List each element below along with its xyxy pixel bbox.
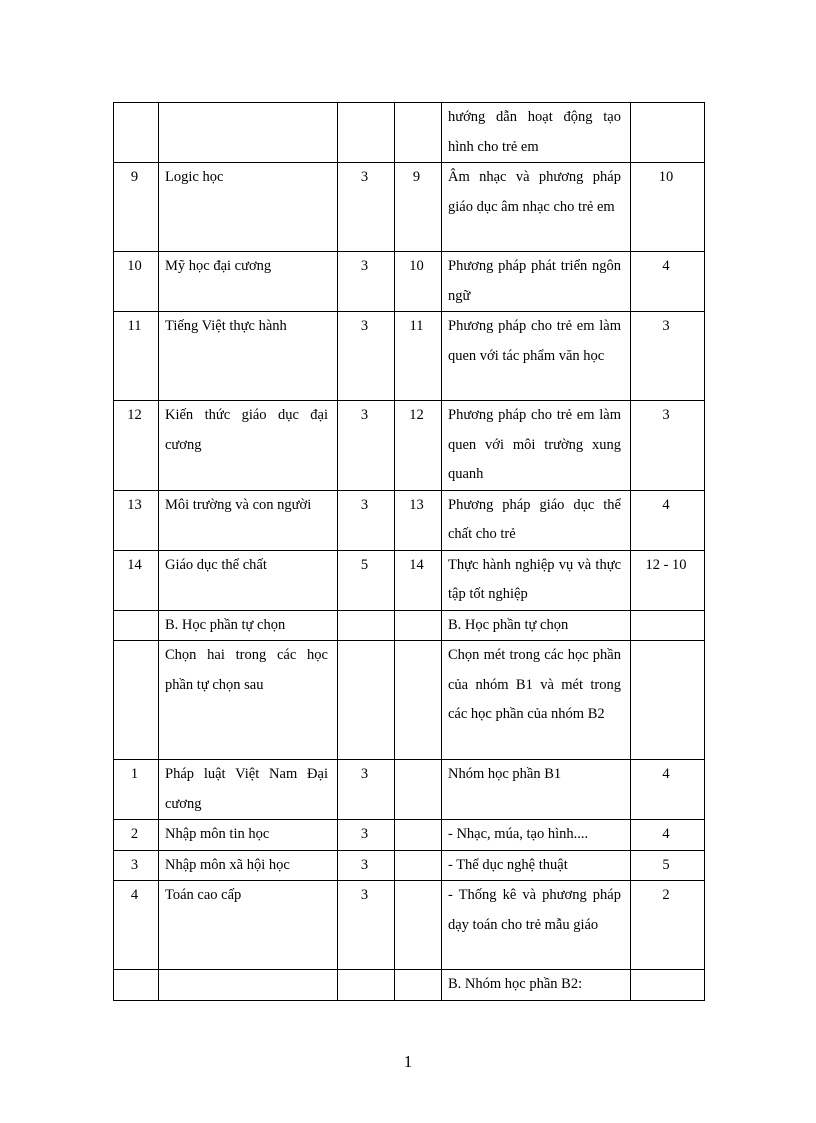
table-row xyxy=(114,490,705,550)
right-subject-credits: 4 xyxy=(631,820,705,851)
right-subject-credits: 3 xyxy=(631,401,705,491)
table-row xyxy=(114,820,705,851)
left-subject-number xyxy=(114,610,159,641)
right-subject-title: Nhóm học phần B1 xyxy=(442,760,631,820)
table-row xyxy=(114,550,705,610)
right-subject-number xyxy=(395,760,442,820)
table-row xyxy=(114,103,705,163)
left-subject-number: 13 xyxy=(114,490,159,550)
left-subject-number: 14 xyxy=(114,550,159,610)
left-subject-credits xyxy=(338,103,395,163)
left-subject-number: 3 xyxy=(114,850,159,881)
right-subject-number: 13 xyxy=(395,490,442,550)
left-subject-credits: 3 xyxy=(338,760,395,820)
right-subject-title: Âm nhạc và phương pháp giáo dục âm nhạc cho trẻ em xyxy=(442,163,631,252)
left-subject-title: Toán cao cấp xyxy=(159,881,338,970)
right-subject-credits: 2 xyxy=(631,881,705,970)
table-row xyxy=(114,641,705,760)
right-subject-title: B. Nhóm học phần B2: xyxy=(442,970,631,1001)
left-subject-number: 10 xyxy=(114,252,159,312)
table-row xyxy=(114,163,705,252)
left-subject-title: Logic học xyxy=(159,163,338,252)
left-subject-credits: 3 xyxy=(338,401,395,491)
right-subject-number: 10 xyxy=(395,252,442,312)
right-subject-number xyxy=(395,820,442,851)
left-subject-number xyxy=(114,970,159,1001)
right-subject-credits: 4 xyxy=(631,490,705,550)
right-subject-credits: 3 xyxy=(631,312,705,401)
left-subject-title: Tiếng Việt thực hành xyxy=(159,312,338,401)
left-subject-credits: 3 xyxy=(338,252,395,312)
table-row xyxy=(114,881,705,970)
right-subject-title: Thực hành nghiệp vụ và thực tập tốt nghiệp xyxy=(442,550,631,610)
right-subject-credits: 4 xyxy=(631,252,705,312)
right-subject-title: - Thể dục nghệ thuật xyxy=(442,850,631,881)
left-subject-credits: 3 xyxy=(338,490,395,550)
table-row xyxy=(114,970,705,1001)
left-subject-credits: 3 xyxy=(338,820,395,851)
right-subject-number: 11 xyxy=(395,312,442,401)
left-subject-credits xyxy=(338,610,395,641)
left-subject-number: 11 xyxy=(114,312,159,401)
curriculum-table xyxy=(113,102,705,1001)
right-subject-credits xyxy=(631,641,705,760)
left-subject-number xyxy=(114,103,159,163)
left-subject-credits: 3 xyxy=(338,312,395,401)
left-subject-title: Kiến thức giáo dục đại cương xyxy=(159,401,338,491)
right-subject-number xyxy=(395,970,442,1001)
left-subject-title xyxy=(159,970,338,1001)
left-subject-number: 1 xyxy=(114,760,159,820)
right-subject-number xyxy=(395,610,442,641)
left-subject-title: Mỹ học đại cương xyxy=(159,252,338,312)
left-subject-number: 9 xyxy=(114,163,159,252)
table-row xyxy=(114,850,705,881)
right-subject-number: 9 xyxy=(395,163,442,252)
left-subject-title: Pháp luật Việt Nam Đại cương xyxy=(159,760,338,820)
left-subject-credits: 3 xyxy=(338,850,395,881)
right-subject-number xyxy=(395,881,442,970)
left-subject-credits xyxy=(338,970,395,1001)
left-subject-number: 12 xyxy=(114,401,159,491)
table-row xyxy=(114,610,705,641)
right-subject-title: Phương pháp giáo dục thể chất cho trẻ xyxy=(442,490,631,550)
page-number: 1 xyxy=(403,1052,413,1071)
left-subject-title: Chọn hai trong các học phần tự chọn sau xyxy=(159,641,338,760)
table-row xyxy=(114,760,705,820)
right-subject-credits: 10 xyxy=(631,163,705,252)
right-subject-number: 12 xyxy=(395,401,442,491)
left-subject-number xyxy=(114,641,159,760)
right-subject-number xyxy=(395,850,442,881)
left-subject-title: Môi trường và con người xyxy=(159,490,338,550)
left-subject-credits: 3 xyxy=(338,881,395,970)
table-row xyxy=(114,401,705,491)
right-subject-credits: 5 xyxy=(631,850,705,881)
right-subject-number xyxy=(395,641,442,760)
right-subject-credits: 12 - 10 xyxy=(631,550,705,610)
right-subject-title: Phương pháp cho trẻ em làm quen với tác phẩm văn học xyxy=(442,312,631,401)
right-subject-title: Phương pháp cho trẻ em làm quen với môi trường xung quanh xyxy=(442,401,631,491)
right-subject-title: - Thống kê và phương pháp dạy toán cho trẻ mẫu giáo xyxy=(442,881,631,970)
right-subject-credits xyxy=(631,103,705,163)
left-subject-credits: 3 xyxy=(338,163,395,252)
left-subject-title: Giáo dục thể chất xyxy=(159,550,338,610)
right-subject-credits xyxy=(631,970,705,1001)
left-subject-number: 4 xyxy=(114,881,159,970)
right-subject-title: Chọn mét trong các học phần của nhóm B1 và mét trong các học phần của nhóm B2 xyxy=(442,641,631,760)
left-subject-title: Nhập môn tin học xyxy=(159,820,338,851)
left-subject-title xyxy=(159,103,338,163)
right-subject-title: - Nhạc, múa, tạo hình.... xyxy=(442,820,631,851)
left-subject-credits xyxy=(338,641,395,760)
right-subject-number xyxy=(395,103,442,163)
left-subject-credits: 5 xyxy=(338,550,395,610)
right-subject-title: B. Học phần tự chọn xyxy=(442,610,631,641)
right-subject-title: hướng dẫn hoạt động tạo hình cho trẻ em xyxy=(442,103,631,163)
left-subject-number: 2 xyxy=(114,820,159,851)
left-subject-title: Nhập môn xã hội học xyxy=(159,850,338,881)
table-row xyxy=(114,312,705,401)
right-subject-number: 14 xyxy=(395,550,442,610)
right-subject-credits xyxy=(631,610,705,641)
left-subject-title: B. Học phần tự chọn xyxy=(159,610,338,641)
right-subject-credits: 4 xyxy=(631,760,705,820)
right-subject-title: Phương pháp phát triển ngôn ngữ xyxy=(442,252,631,312)
table-row xyxy=(114,252,705,312)
